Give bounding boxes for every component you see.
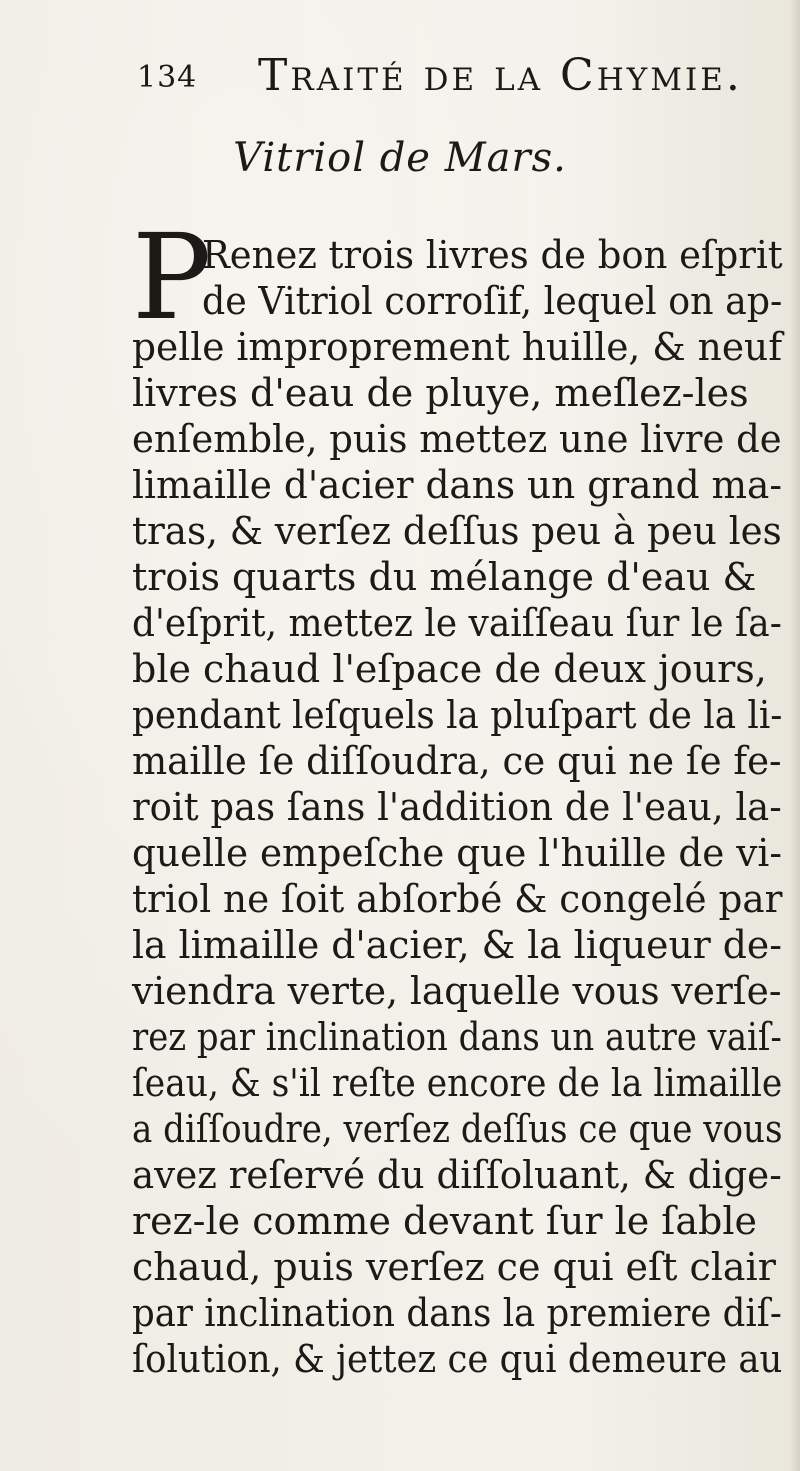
text-line: avez reſervé du diſſoluant, & dige- <box>132 1153 782 1197</box>
text-line: tras, & verſez deſſus peu à peu les <box>132 509 782 553</box>
text-line: ſeau, & s'il reſte encore de la limaille <box>132 1061 783 1105</box>
running-title: Traité de la Chymie. <box>258 50 743 101</box>
text-line: Renez trois livres de bon eſprit <box>202 233 783 277</box>
text-line: limaille d'acier dans un grand ma- <box>132 463 783 507</box>
drop-cap: P <box>132 208 212 346</box>
text-line: roit pas ſans l'addition de l'eau, la- <box>132 785 782 829</box>
text-line: rez-le comme devant ſur le ſable <box>132 1199 757 1243</box>
page-number: 134 <box>137 60 198 95</box>
text-line: chaud, puis verſez ce qui eſt clair <box>132 1245 776 1289</box>
text-line: par inclination dans la premiere diſ- <box>132 1291 782 1335</box>
text-line: livres d'eau de pluye, meſlez-les <box>132 371 749 415</box>
text-line: pendant leſquels la pluſpart de la li- <box>132 693 783 737</box>
text-line: ſolution, & jettez ce qui demeure au <box>132 1337 783 1381</box>
text-line: enſemble, puis mettez une livre de <box>132 417 782 461</box>
text-line: a diſſoudre, verſez deſſus ce que vous <box>132 1107 783 1151</box>
text-line: rez par inclination dans un autre vaiſ- <box>132 1015 782 1059</box>
text-line: de Vitriol corroſif, lequel on ap- <box>202 279 783 323</box>
text-line: maille ſe diſſoudra, ce qui ne ſe fe- <box>132 739 782 783</box>
text-line: la limaille d'acier, & la liqueur de- <box>132 923 782 967</box>
page-edge-shadow <box>790 0 800 1471</box>
text-line: quelle empeſche que l'huille de vi- <box>132 831 782 875</box>
text-line: triol ne ſoit abſorbé & congelé par <box>132 877 783 921</box>
text-line: pelle improprement huille, & neuf <box>132 325 783 369</box>
page-header <box>0 50 800 110</box>
section-title: Vitriol de Mars. <box>233 135 567 181</box>
text-line: trois quarts du mélange d'eau & <box>132 555 757 599</box>
text-line: d'eſprit, mettez le vaiſſeau ſur le ſa- <box>132 601 782 645</box>
text-line: ble chaud l'eſpace de deux jours, <box>132 647 767 691</box>
text-line: viendra verte, laquelle vous verſe- <box>132 969 782 1013</box>
